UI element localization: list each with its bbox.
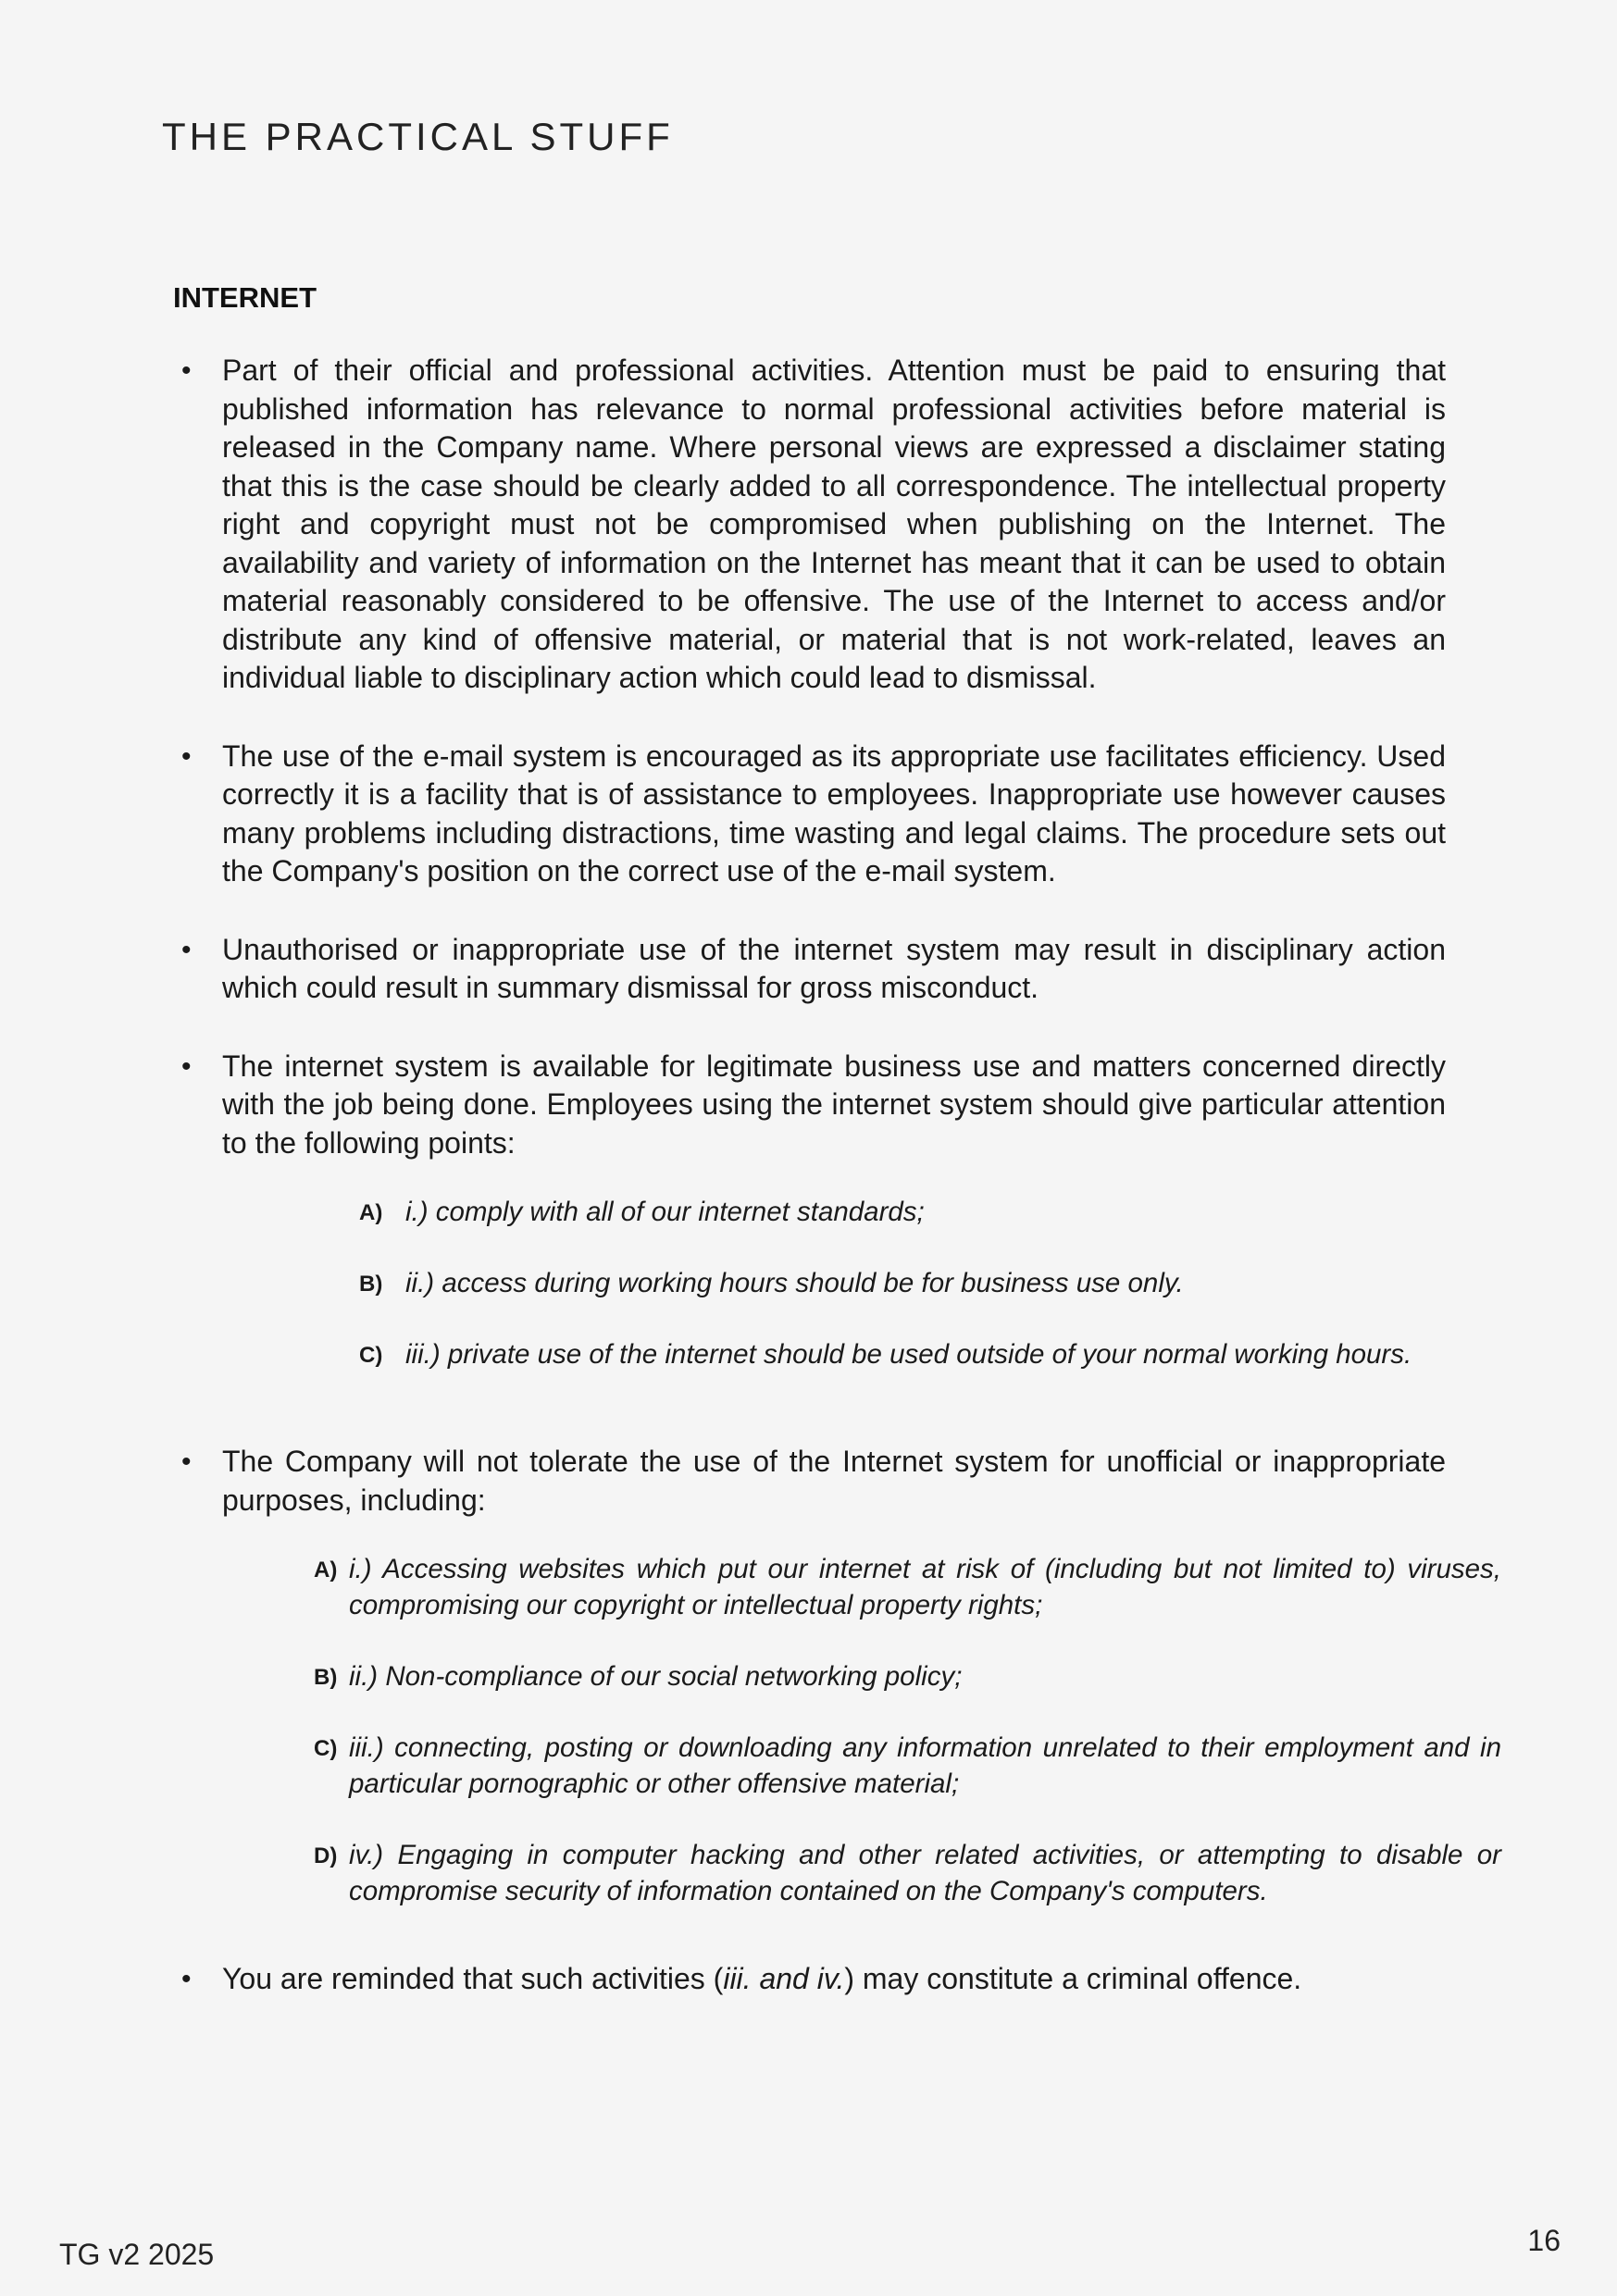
sub-item [314,1551,1501,1623]
sub-item-marker: B) [359,1272,383,1297]
sub-item-marker: A) [359,1200,383,1225]
sub-item [314,1730,1501,1802]
sub-item-text: ii.) Non-compliance of our social networking policy; [349,1661,963,1692]
footer-version: TG v2 2025 [59,2238,215,2271]
internet-points-list [359,1194,1446,1372]
bullet-item: • Unauthorised or inappropriate use of the internet system may result in disciplinary action which could result in summary dismissal for gross misconduct. [222,931,1446,1008]
sub-item-text: iii.) connecting, posting or downloading any information unrelated to their employment and in particular pornographic or other offensive material; [349,1732,1501,1799]
sub-item-marker: D) [314,1843,338,1868]
bullet-item: • The use of the e-mail system is encouraged as its appropriate use facilitates efficiency. Used correctly it is a facility that is of assistance to employees. Inappropriate use however causes many problems including distractions, time wasting and legal claims. The procedure sets out the Company's position on the correct use of the e-mail system. [222,738,1446,891]
sub-item [314,1658,1501,1694]
content [222,352,1501,2039]
sub-item [359,1194,1446,1230]
page-header: THE PRACTICAL STUFF [162,115,674,158]
prohibited-uses-list [314,1551,1501,1909]
sub-item-marker: B) [314,1665,338,1690]
sub-item-text: i.) comply with all of our internet standards; [405,1197,925,1227]
section-title: INTERNET [173,281,317,314]
sub-item-text: iii.) private use of the internet should be used outside of your normal working hours. [405,1339,1412,1370]
sub-item-text: iv.) Engaging in computer hacking and other related activities, or attempting to disable or compromise security of information contained on the Company's computers. [349,1840,1501,1906]
bullet-item-reminder [222,1960,1446,1999]
sub-item-marker: A) [314,1558,338,1582]
sub-item-marker: C) [359,1343,383,1368]
page-number: 16 [1527,2224,1561,2257]
sub-item-marker: C) [314,1736,338,1761]
sub-item-text: i.) Accessing websites which put our internet at risk of (including but not limited to) viruses, compromising our copyright or intellectual property rights; [349,1554,1501,1620]
reminder-text-end: ) may constitute a criminal offence. [844,1962,1302,1995]
bullet-item: • The Company will not tolerate the use of the Internet system for unofficial or inappropriate purposes, including: [222,1443,1446,1520]
bullet-item: • The internet system is available for legitimate business use and matters concerned directly with the job being done. Employees using the internet system should give particular attention to the following points: [222,1048,1446,1163]
sub-item [359,1265,1446,1301]
sub-item [359,1336,1446,1372]
sub-item-text: ii.) access during working hours should be for business use only. [405,1268,1184,1298]
sub-item [314,1837,1501,1909]
bullet-item: • Part of their official and professional activities. Attention must be paid to ensuring that published information has relevance to normal professional activities before material is released in the Company name. Where personal views are expressed a disclaimer stating that this is the case should be clearly added to all correspondence. The intellectual property right and copyright must not be compromised when publishing on the Internet. The availability and variety of information on the Internet has meant that it can be used to obtain material reasonably considered to be offensive. The use of the Internet to access and/or distribute any kind of offensive material, or material that is not work-related, leaves an individual liable to disciplinary action which could lead to dismissal. [222,352,1446,698]
reminder-text-italic: iii. and iv. [723,1962,845,1995]
reminder-text-start: You are reminded that such activities ( [222,1962,724,1995]
